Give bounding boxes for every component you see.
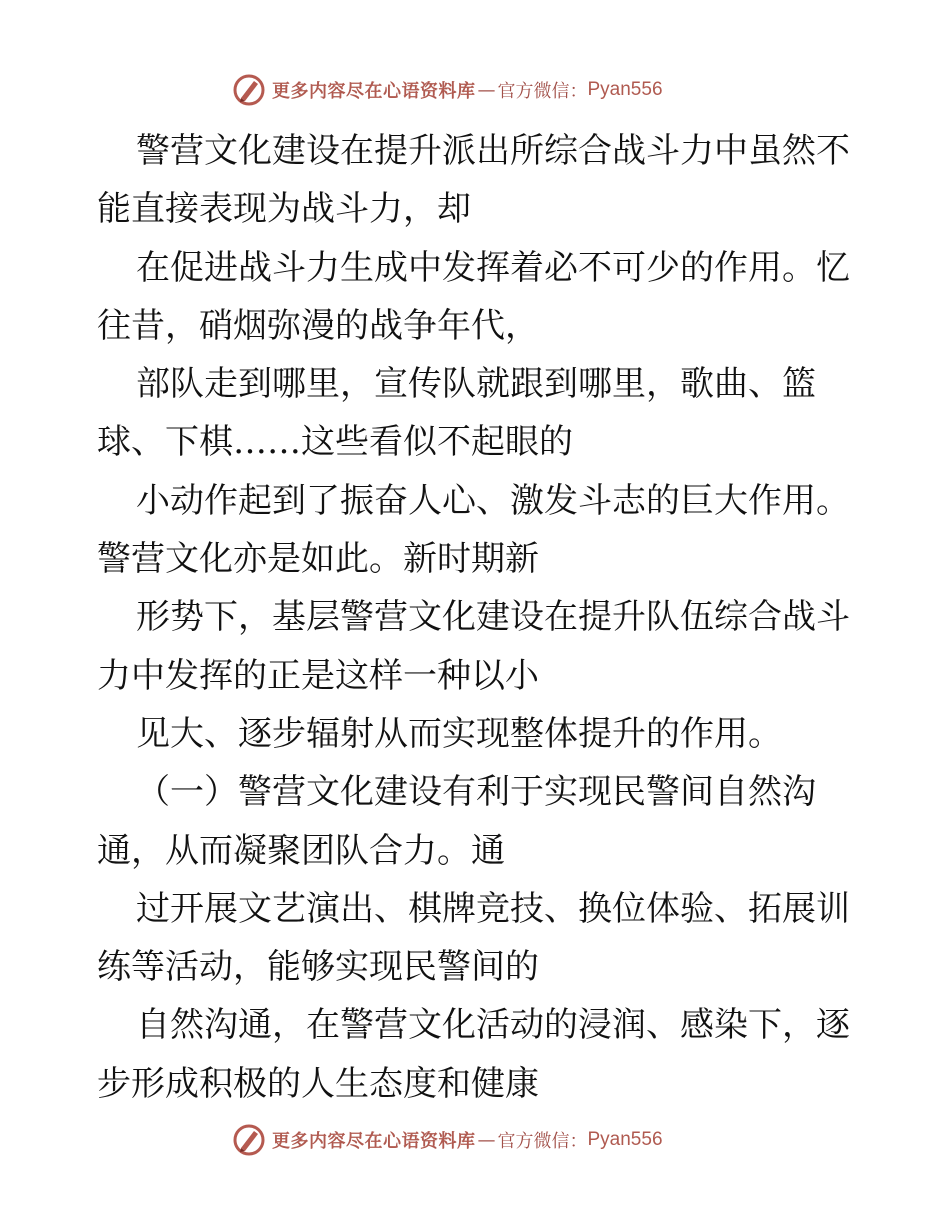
text-line: 力中发挥的正是这样一种以小 (97, 655, 539, 696)
text-line: 练等活动，能够实现民警间的 (97, 947, 539, 988)
text-line: 球、下棋……这些看似不起眼的 (97, 422, 573, 463)
wechat-label: 官方微信： (497, 81, 588, 102)
text-line: 自然沟通，在警营文化活动的浸润、感染下，逐 (136, 1005, 850, 1046)
site-name: 更多内容尽在心语资料库 (272, 81, 476, 102)
text-line: 步形成积极的人生态度和健康 (97, 1063, 539, 1104)
text-line: 过开展文艺演出、棋牌竞技、换位体验、拓展训 (136, 888, 850, 929)
footer-watermark (232, 1120, 663, 1160)
text-line: 警营文化亦是如此。新时期新 (97, 539, 539, 580)
wechat-label: 官方微信： (497, 1131, 588, 1152)
pen-logo-icon (232, 73, 266, 107)
text-line: 往昔，硝烟弥漫的战争年代， (97, 305, 539, 346)
text-line: 小动作起到了振奋人心、激发斗志的巨大作用。 (136, 480, 850, 521)
text-line: 在促进战斗力生成中发挥着必不可少的作用。忆 (136, 247, 850, 288)
site-name: 更多内容尽在心语资料库 (272, 1131, 476, 1152)
text-line: 警营文化建设在提升派出所综合战斗力中虽然不 (136, 131, 850, 171)
pen-logo-icon (232, 1123, 266, 1157)
text-line: 见大、逐步辐射从而实现整体提升的作用。 (136, 713, 782, 754)
text-line: 部队走到哪里，宣传队就跟到哪里，歌曲、篮 (136, 364, 816, 405)
wechat-id: Pyan556 (587, 1129, 663, 1150)
text-line: 形势下，基层警营文化建设在提升队伍综合战斗 (136, 597, 850, 638)
text-line: （一）警营文化建设有利于实现民警间自然沟 (136, 772, 816, 813)
separator: — (477, 79, 496, 101)
text-line: 通，从而凝聚团队合力。通 (97, 830, 505, 871)
text-line: 能直接表现为战斗力，却 (97, 189, 471, 230)
wechat-id: Pyan556 (587, 79, 663, 100)
header-watermark (232, 70, 663, 110)
body-text (97, 122, 857, 1113)
separator: — (477, 1129, 496, 1151)
